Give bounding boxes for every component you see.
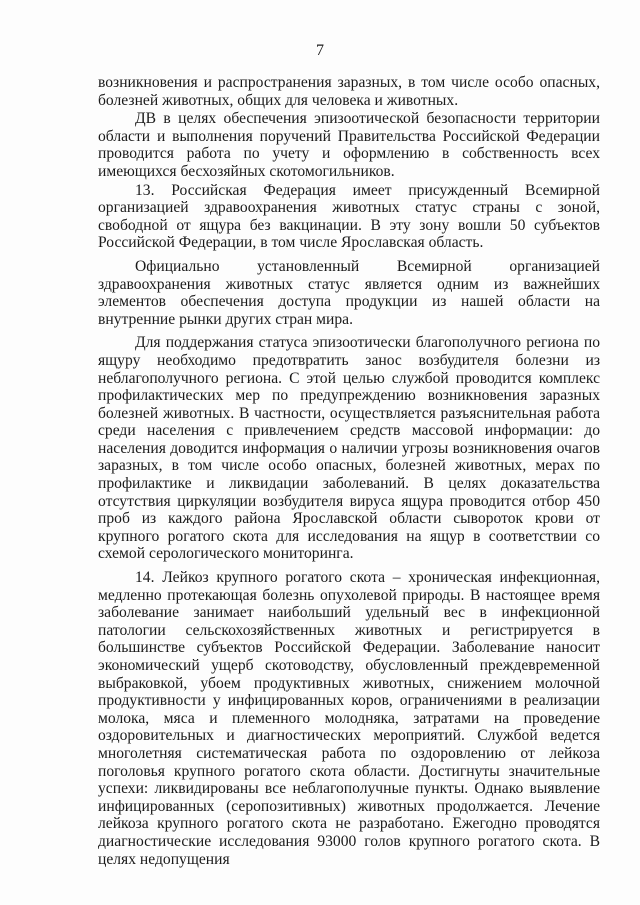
paragraph-official-status: Официально установленный Всемирной организацией здравоохранения животных статус является одним из важнейших элементов обеспечения доступа продукции из нашей области на внутренние рынки других стран мира.	[98, 257, 600, 328]
paragraph-14-leukosis: 14. Лейкоз крупного рогатого скота – хроническая инфекционная, медленно протекающая болезнь опухолевой природы. В настоящее время заболевание занимает наибольший удельный вес в инфекционной патологии сельскохозяйственных животных и регистрируется в большинстве субъектов Российской Федерации. Заболевание наносит экономический ущерб скотоводству, обусловленный преждевременной выбраковкой, убоем продуктивных животных, снижением молочной продуктивности у инфицированных коров, ограничениями в реализации молока, мяса и племенного молодняка, затратами на проведение оздоровительных и диагностических мероприятий. Службой ведется многолетняя систематическая работа по оздоровлению от лейкоза поголовья крупного рогатого скота области. Достигнуты значительные успехи: ликвидированы все неблагополучные пункты. Однако выявление инфицированных (серопозитивных) животных продолжается. Лечение лейкоза крупного рогатого скота не разработано. Ежегодно проводятся диагностические исследования 93000 голов крупного рогатого скота. В целях недопущения	[98, 569, 600, 868]
paragraph-burial-sites: ДВ в целях обеспечения эпизоотической безопасности территории области и выполнения поручений Правительства Российской Федерации проводится работа по учету и оформлению в собственность всех имеющихся бесхозяйных скотомогильников.	[98, 110, 600, 180]
page-number: 7	[316, 42, 324, 59]
paragraph-fmd-prevention: Для поддержания статуса эпизоотически благополучного региона по ящуру необходимо предотвратить занос возбудителя болезни из неблагополучного региона. С этой целью службой проводится комплекс профилактических мер по предупреждению возникновения заразных болезней животных. В частности, осуществляется разъяснительная работа среди населения с привлечением средств массовой информации: до населения доводится информация о наличии угрозы возникновения очагов заразных, в том числе особо опасных, болезней животных, мерах по профилактике и ликвидации заболеваний. В целях доказательства отсутствия циркуляции возбудителя вируса ящура проводится отбор 450 проб из каждого района Ярославской области сывороток крови от крупного рогатого скота для исследования на ящур в соответствии со схемой серологического мониторинга.	[98, 334, 600, 563]
document-body	[98, 74, 600, 868]
paragraph-13-fmd-status: 13. Российская Федерация имеет присужденный Всемирной организацией здравоохранения животных статус страны с зоной, свободной от ящура без вакцинации. В эту зону вошли 50 субъектов Российской Федерации, в том числе Ярославская область.	[98, 181, 600, 252]
paragraph-continuation: возникновения и распространения заразных, в том числе особо опасных, болезней животных, общих для человека и животных.	[98, 74, 600, 109]
